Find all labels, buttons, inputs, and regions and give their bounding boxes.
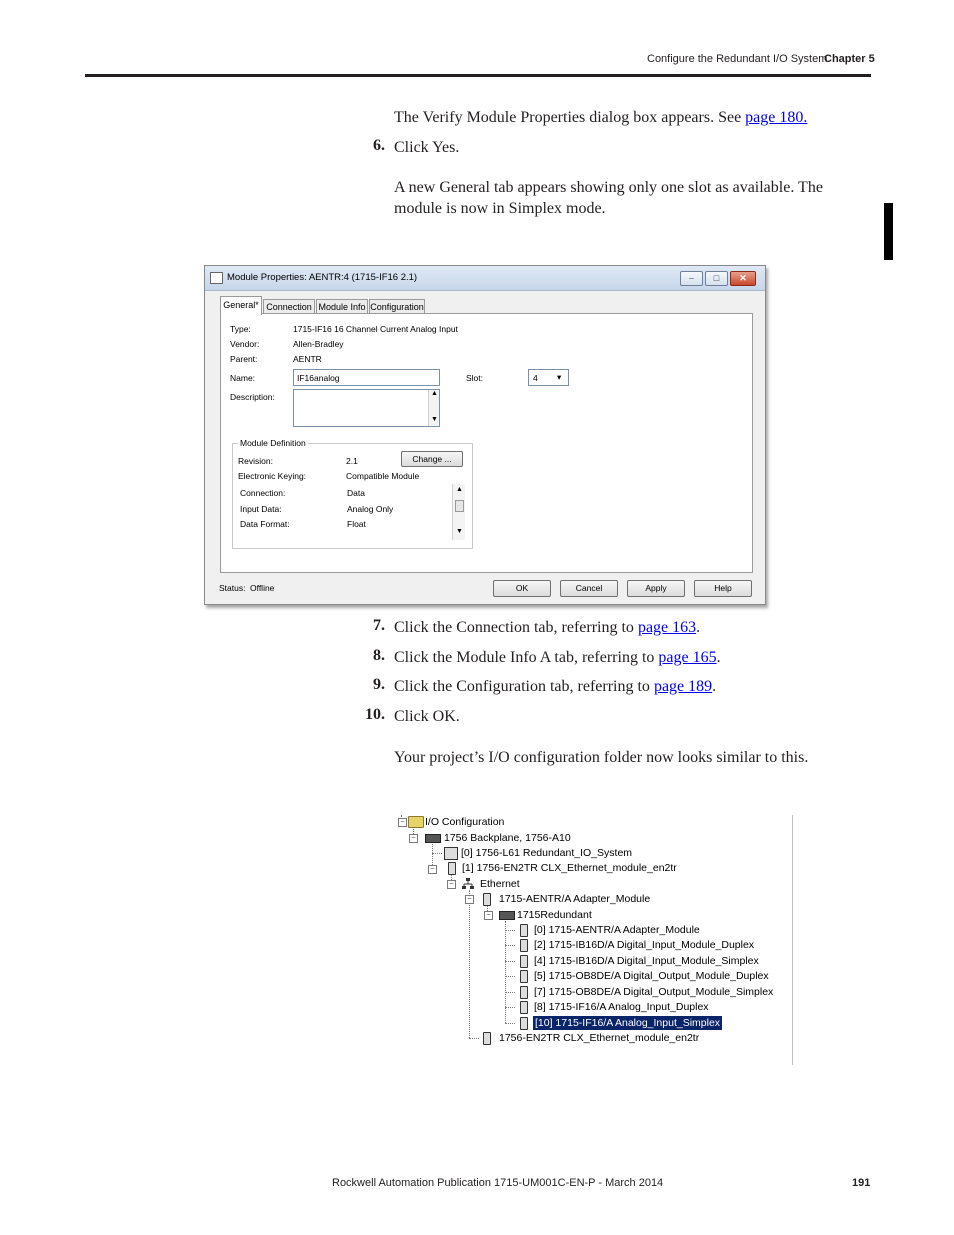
page-163-link[interactable]: page 163 (637, 619, 697, 636)
step-8-number: 8. (373, 647, 385, 664)
data-format-label: Data Format: (240, 519, 290, 529)
collapse-toggle[interactable]: − (484, 911, 493, 920)
minimize-icon: – (689, 273, 694, 283)
type-value: 1715-IF16 16 Channel Current Analog Input (293, 324, 458, 334)
step-7-number: 7. (373, 617, 385, 634)
module-icon (483, 893, 491, 906)
page-189-link[interactable]: page 189 (653, 678, 713, 695)
apply-button[interactable]: Apply (627, 580, 685, 597)
tab-module-info[interactable]: Module Info (316, 299, 368, 314)
module-icon (483, 1032, 491, 1045)
change-bar (884, 203, 893, 260)
tab-connection[interactable]: Connection (263, 299, 315, 314)
verify-paragraph (394, 107, 807, 128)
close-icon: ✕ (739, 273, 747, 283)
status-label: Status: (219, 583, 246, 593)
definition-scrollbar[interactable] (452, 484, 465, 540)
status-value: Offline (250, 583, 275, 593)
footer-publication: Rockwell Automation Publication 1715-UM001C-EN-P - March 2014 (332, 1177, 664, 1189)
running-header-section: Configure the Redundant I/O System (647, 53, 828, 65)
app-icon (210, 272, 223, 284)
general-tab-panel (220, 313, 753, 573)
revision-value: 2.1 (346, 456, 358, 466)
scroll-up-icon: ▲ (456, 486, 463, 493)
name-input[interactable] (293, 369, 440, 386)
step-8-tail: . (716, 649, 721, 666)
module-icon (520, 955, 528, 968)
network-icon (462, 878, 474, 889)
step-9-text (394, 676, 716, 697)
slot-select[interactable] (528, 369, 569, 386)
scroll-down-icon: ▼ (431, 416, 438, 423)
scroll-thumb[interactable] (455, 500, 464, 512)
module-definition-title: Module Definition (240, 438, 306, 448)
parent-label: Parent: (230, 354, 258, 364)
vendor-label: Vendor: (230, 339, 260, 349)
step-8-text (394, 647, 721, 668)
module-icon (520, 924, 528, 937)
module-icon (520, 986, 528, 999)
tab-general[interactable]: General* (220, 296, 262, 315)
input-data-value: Analog Only (347, 504, 394, 514)
module-icon (520, 1001, 528, 1014)
data-format-value: Float (347, 519, 366, 529)
input-data-label: Input Data: (240, 504, 282, 514)
keying-value: Compatible Module (346, 471, 420, 481)
page-180-link[interactable]: page 180. (745, 109, 808, 126)
folder-icon (408, 816, 424, 828)
collapse-toggle[interactable]: − (465, 895, 474, 904)
revision-label: Revision: (238, 456, 273, 466)
maximize-button[interactable] (705, 271, 728, 286)
close-button[interactable] (730, 271, 756, 286)
connection-value: Data (347, 488, 365, 498)
collapse-toggle[interactable]: − (398, 818, 407, 827)
step-10-number: 10. (365, 706, 385, 723)
change-button[interactable]: Change ... (401, 451, 463, 467)
step-7-text (394, 617, 700, 638)
collapse-toggle[interactable]: − (409, 834, 418, 843)
module-definition-list (238, 484, 466, 540)
chevron-down-icon: ▾ (557, 372, 562, 382)
vendor-value: Allen-Bradley (293, 339, 344, 349)
page-165-link[interactable]: page 165 (658, 649, 717, 666)
step-9-body: Click the Configuration tab, referring to (394, 678, 654, 695)
module-properties-dialog (204, 265, 766, 605)
keying-label: Electronic Keying: (238, 471, 307, 481)
collapse-toggle[interactable]: − (447, 880, 456, 889)
type-label: Type: (230, 324, 251, 334)
tree-pane-border (792, 815, 793, 1065)
folder-paragraph: Your project’s I/O configuration folder now looks similar to this. (394, 749, 809, 766)
module-icon (448, 862, 456, 875)
step-10-text: Click OK. (394, 708, 460, 725)
general-tab-paragraph: A new General tab appears showing only one slot as available. The module is now in Simplex mode. (394, 179, 823, 217)
dialog-title-bar (205, 266, 765, 291)
page-number: 191 (852, 1177, 871, 1189)
slot-value: 4 (533, 373, 538, 383)
step-6-number: 6. (373, 137, 385, 154)
scroll-down-icon: ▼ (456, 528, 463, 535)
connection-label: Connection: (240, 488, 286, 498)
module-icon (520, 1017, 528, 1030)
step-8-body: Click the Module Info A tab, referring to (394, 649, 659, 666)
module-definition-group (232, 438, 473, 549)
maximize-icon: □ (713, 273, 720, 283)
cancel-button[interactable]: Cancel (560, 580, 618, 597)
tab-configuration[interactable]: Configuration (369, 299, 425, 314)
description-scrollbar[interactable] (428, 390, 439, 426)
name-label: Name: (230, 373, 256, 383)
step-7-body: Click the Connection tab, referring to (394, 619, 638, 636)
help-button[interactable]: Help (694, 580, 752, 597)
module-icon (520, 939, 528, 952)
ok-button[interactable]: OK (493, 580, 551, 597)
step-6-text: Click Yes. (394, 139, 460, 156)
step-7-tail: . (696, 619, 701, 636)
step-9-tail: . (712, 678, 717, 695)
verify-text: The Verify Module Properties dialog box appears. See (394, 109, 746, 126)
minimize-button[interactable] (680, 271, 703, 286)
controller-icon (444, 847, 458, 860)
running-header-chapter: Chapter 5 (824, 53, 875, 65)
description-textarea[interactable] (293, 389, 440, 427)
rack-icon (425, 834, 441, 843)
scroll-up-icon: ▲ (431, 390, 438, 397)
slot-label: Slot: (466, 373, 484, 383)
collapse-toggle[interactable]: − (428, 865, 437, 874)
step-9-number: 9. (373, 676, 385, 693)
rack-icon (499, 911, 515, 920)
description-label: Description: (230, 392, 275, 402)
module-icon (520, 970, 528, 983)
dialog-title: Module Properties: AENTR:4 (1715-IF16 2.1) (227, 272, 418, 283)
name-input-value: IF16analog (297, 373, 340, 383)
parent-value: AENTR (293, 354, 322, 364)
header-rule (85, 74, 871, 77)
